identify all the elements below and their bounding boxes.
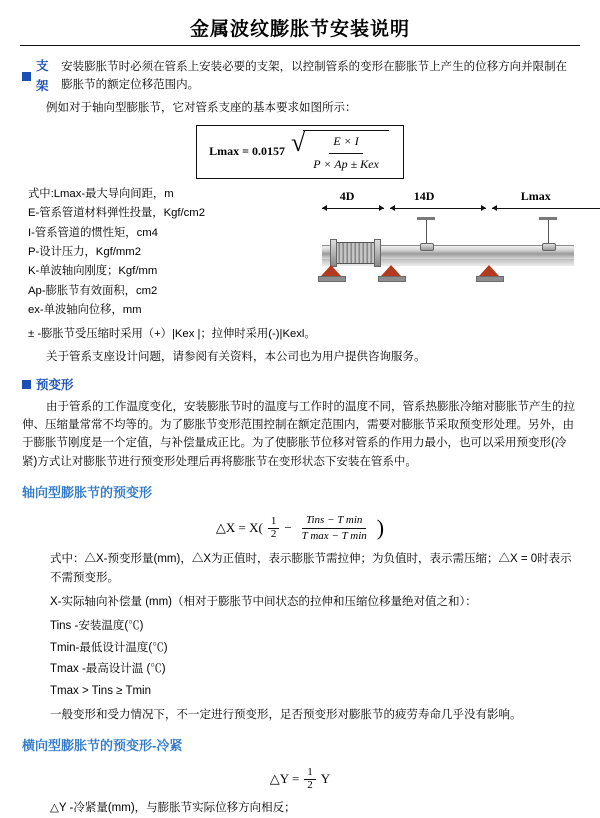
arrow-14d bbox=[390, 208, 486, 209]
pipe-hanger-1 bbox=[426, 217, 427, 245]
legend-item-4: K-单波轴向刚度；Kgf/mm bbox=[28, 265, 158, 278]
legend-item-1: E-管系管道材料弹性投量，Kgf/cm2 bbox=[28, 207, 206, 220]
axial-note-2: Tins -安装温度(℃) bbox=[50, 620, 144, 633]
axial-note-1: X-实际轴向补偿量 (mm)（相对于膨胀节中间状态的拉伸和压缩位移量绝对值之和）： bbox=[50, 595, 477, 608]
eq-lateral-rhs: Y bbox=[320, 770, 331, 786]
section2-heading-label: 预变形 bbox=[36, 377, 74, 392]
section-heading-support bbox=[22, 56, 578, 96]
formula-lmax-numerator: E × I bbox=[329, 132, 362, 153]
legend-item-3: P-设计压力，Kgf/mm2 bbox=[28, 246, 141, 259]
formula-lmax-denominator: P × Ap ± Kex bbox=[313, 156, 379, 171]
title-divider bbox=[20, 45, 580, 46]
diagram-label-14d: 14D bbox=[413, 188, 435, 203]
formula-lmax-fraction bbox=[303, 130, 389, 173]
support-triangle-icon bbox=[381, 265, 401, 276]
flange-left bbox=[330, 239, 337, 267]
subsection-heading-axial: 轴向型膨胀节的预变形 bbox=[22, 485, 153, 501]
eq-axial-rhs: ) bbox=[376, 515, 385, 541]
support-anchor-2 bbox=[378, 265, 404, 282]
subsection-heading-lateral: 横向型膨胀节的预变形-冷紧 bbox=[22, 738, 183, 754]
section-heading-label: 支架 bbox=[36, 59, 49, 93]
axial-note-5: Tmax > Tins ≥ Tmin bbox=[50, 684, 151, 697]
eq-axial-minus: − bbox=[284, 519, 292, 535]
radical-icon: √ bbox=[290, 128, 306, 158]
section1-para2: 例如对于轴向型膨胀节，它对管系支座的基本要求如图所示： bbox=[46, 102, 357, 114]
formula-lmax-wrapper bbox=[22, 125, 578, 178]
arrow-4d bbox=[322, 208, 384, 209]
support-base bbox=[476, 276, 504, 282]
document-body bbox=[0, 56, 600, 818]
support-triangle-icon bbox=[321, 265, 341, 276]
flange-right bbox=[374, 239, 381, 267]
pipe-hanger-2 bbox=[548, 217, 549, 245]
eq-lateral-half-den: 2 bbox=[307, 778, 313, 791]
equation-axial-predeform bbox=[22, 514, 578, 542]
section1-para1: 安装膨胀节时必须在管系上安装必要的支架，以控制管系的变形在膨胀节上产生的位移方向并限制在膨胀节的额定位移范围内。 bbox=[61, 60, 568, 91]
eq-axial-lhs: △X = X( bbox=[215, 519, 263, 535]
lateral-note-0: △Y -冷紧量(mm)，与膨胀节实际位移方向相反； bbox=[50, 802, 296, 815]
eq-axial-half-num: 1 bbox=[268, 516, 280, 529]
eq-axial-half-fraction bbox=[268, 516, 280, 540]
axial-note-4: Tmax -最高设计温 (℃) bbox=[50, 663, 166, 676]
arrow-lmax bbox=[492, 208, 600, 209]
diagram-label-lmax: Lmax bbox=[520, 188, 551, 203]
formula-lmax bbox=[196, 125, 404, 178]
support-anchor-1 bbox=[318, 265, 344, 282]
section1-closing: 关于管系支座设计问题，请参阅有关资料，本公司也为用户提供咨询服务。 bbox=[46, 351, 426, 364]
legend-item-5: Ap-膨胀节有效面积，cm2 bbox=[28, 284, 158, 297]
legend-list bbox=[28, 185, 316, 344]
eq-lateral-half-num: 1 bbox=[304, 767, 316, 780]
support-triangle-icon bbox=[479, 265, 499, 276]
section-heading-predeform bbox=[22, 375, 578, 395]
axial-note-0: 式中：△X-预变形量(mm)，△X为正值时，表示膨胀节需拉伸；为负值时，表示需压缩；△X = 0时表示不需预变形。 bbox=[50, 553, 572, 584]
eq-axial-temp-fraction bbox=[298, 514, 371, 542]
legend-item-2: I-管系管道的惯性矩，cm4 bbox=[28, 226, 158, 239]
legend-item-6: ex-单波轴向位移，mm bbox=[28, 304, 142, 317]
eq-axial-temp-den: T max − T min bbox=[301, 529, 367, 542]
legend-item-7: ± -膨胀节受压缩时采用（+）|Kex |；拉伸时采用(-)|Kexl。 bbox=[28, 327, 316, 340]
eq-lateral-half-fraction bbox=[304, 767, 316, 791]
eq-axial-half-den: 2 bbox=[270, 527, 277, 540]
diagram-dimension-labels bbox=[316, 187, 574, 203]
bullet-square-icon bbox=[22, 72, 31, 81]
eq-axial-temp-num: Tins − T min bbox=[302, 514, 366, 529]
support-base bbox=[378, 276, 406, 282]
eq-lateral-lhs: △Y = bbox=[269, 770, 300, 786]
axial-note-6: 一般变形和受力情况下，不一定进行预变形，足否预变形对膨胀节的疲劳寿命几乎没有影响。 bbox=[50, 708, 522, 721]
diagram-dimension-arrows bbox=[316, 203, 574, 215]
bullet-square-icon bbox=[22, 380, 31, 389]
formula-lmax-lhs: Lmax = 0.0157 bbox=[209, 144, 285, 159]
legend-item-0: 式中:Lmax-最大导向间距，m bbox=[28, 187, 174, 200]
equation-lateral-coldspring bbox=[22, 767, 578, 791]
diagram-pipe-assembly bbox=[316, 215, 574, 293]
axial-note-3: Tmin-最低设计温度(℃) bbox=[50, 641, 168, 654]
formula-lmax-sqrt bbox=[291, 130, 389, 173]
diagram-label-4d: 4D bbox=[339, 188, 355, 203]
section2-para1: 由于管系的工作温度变化，安装膨胀节时的温度与工作时的温度不同，管系热膨胀冷缩对膨胀节产生的拉伸、压缩量常常不均等的。为了膨胀节变形范围控制在额定范围内，需要对膨胀节采取预变形处理。另外，由于膨胀节刚度是一个定值，与补偿量成正比。为了使膨胀节位移对管系的作用力最小，也可以采用预变形(冷紧)方式让对膨胀节进行预变形处理后再将膨胀节在变形状态下安装在管系中。 bbox=[22, 400, 575, 468]
bellows-expansion-joint bbox=[334, 242, 376, 264]
pipe-support-diagram bbox=[316, 187, 574, 305]
document-page bbox=[0, 14, 600, 815]
page-title: 金属波纹膨胀节安装说明 bbox=[189, 19, 410, 40]
support-base bbox=[318, 276, 346, 282]
support-anchor-3 bbox=[476, 265, 502, 282]
